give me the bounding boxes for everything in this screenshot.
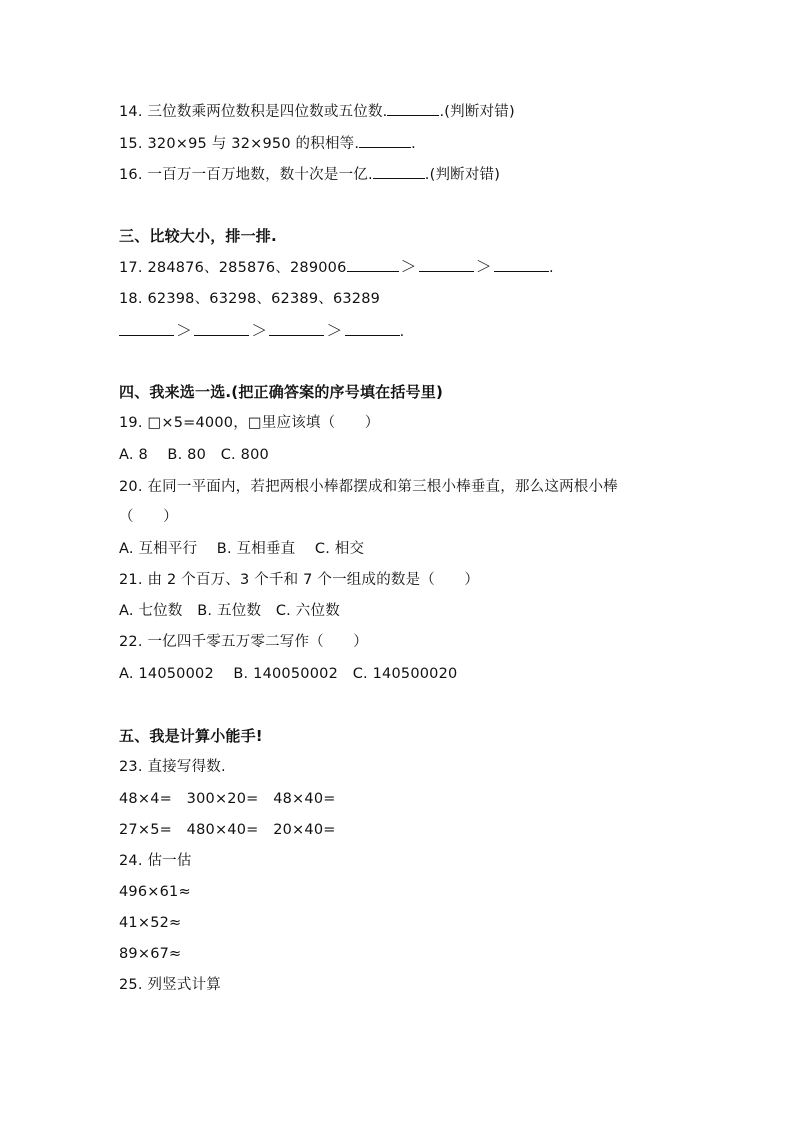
answer-blank[interactable] <box>419 257 474 272</box>
question-19-options: A. 8 B. 80 C. 800 <box>119 447 269 463</box>
question-17-text: 17. 284876、285876、289006 <box>119 260 347 276</box>
question-16 <box>119 164 500 185</box>
question-23-row-2: 27×5= 480×40= 20×40= <box>119 822 336 838</box>
question-14-text: 14. 三位数乘两位数积是四位数或五位数. <box>119 104 388 120</box>
question-16-suffix: .(判断对错) <box>424 167 501 183</box>
greater-than-sign: ＞ <box>176 321 193 340</box>
question-20-options: A. 互相平行 B. 互相垂直 C. 相交 <box>119 541 365 557</box>
question-24-item: 496×61≈ <box>119 884 191 900</box>
answer-blank[interactable] <box>194 321 249 336</box>
question-18-end: . <box>399 324 405 340</box>
greater-than-sign: ＞ <box>326 321 343 340</box>
question-21-options: A. 七位数 B. 五位数 C. 六位数 <box>119 603 340 619</box>
answer-blank[interactable] <box>119 321 174 336</box>
answer-blank[interactable] <box>387 101 439 116</box>
greater-than-sign: ＞ <box>251 321 268 340</box>
question-17 <box>119 257 554 278</box>
answer-blank[interactable] <box>347 257 399 272</box>
question-24-item: 89×67≈ <box>119 946 182 962</box>
question-14-suffix: .(判断对错) <box>439 104 515 120</box>
answer-blank[interactable] <box>269 321 324 336</box>
question-21-text: 21. 由 2 个百万、3 个千和 7 个一组成的数是（ ） <box>119 572 480 588</box>
question-18-text: 18. 62398、63298、62389、63289 <box>119 291 381 307</box>
question-20-text: 20. 在同一平面内，若把两根小棒都摆成和第三根小棒垂直，那么这两根小棒 <box>119 479 618 495</box>
question-15 <box>119 133 416 154</box>
section-5-title: 五、我是计算小能手! <box>119 727 263 745</box>
answer-blank[interactable] <box>373 164 425 179</box>
question-23-row-1: 48×4= 300×20= 48×40= <box>119 791 336 807</box>
question-22-options: A. 14050002 B. 140050002 C. 140500020 <box>119 666 458 682</box>
question-25-text: 25. 列竖式计算 <box>119 977 221 993</box>
question-24-text: 24. 估一估 <box>119 853 192 869</box>
greater-than-sign: ＞ <box>400 257 417 276</box>
question-19-text: 19. □×5=4000，□里应该填（ ） <box>119 415 380 431</box>
question-18-answer-row <box>119 321 404 342</box>
question-20-paren: （ ） <box>119 509 178 525</box>
answer-blank[interactable] <box>345 321 400 336</box>
answer-blank[interactable] <box>494 257 549 272</box>
question-24-item: 41×52≈ <box>119 915 182 931</box>
question-17-end: . <box>548 260 554 276</box>
answer-blank[interactable] <box>359 133 411 148</box>
section-4-title: 四、我来选一选.(把正确答案的序号填在括号里) <box>119 383 444 401</box>
section-3-title: 三、比较大小，排一排. <box>119 227 277 245</box>
greater-than-sign: ＞ <box>475 257 492 276</box>
question-23-text: 23. 直接写得数. <box>119 759 226 775</box>
question-18 <box>119 289 380 309</box>
question-14 <box>119 101 515 122</box>
question-22-text: 22. 一亿四千零五万零二写作（ ） <box>119 634 368 650</box>
question-16-text: 16. 一百万一百万地数，数十次是一亿. <box>119 167 373 183</box>
question-15-text: 15. 320×95 与 32×950 的积相等. <box>119 136 360 152</box>
question-15-suffix: . <box>411 136 416 152</box>
